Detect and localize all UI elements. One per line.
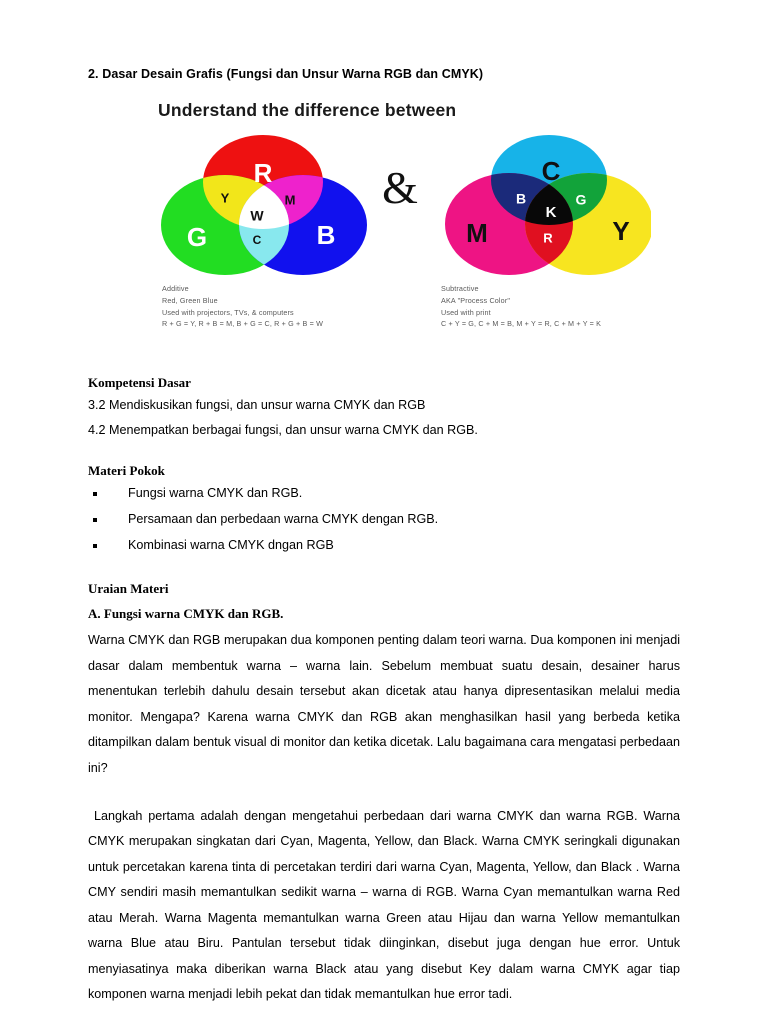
uraian-materi-section	[88, 580, 680, 1008]
subtractive-venn-diagram	[441, 127, 651, 279]
list-item: Fungsi warna CMYK dan RGB.	[88, 481, 680, 507]
venn-diagrams-row	[156, 127, 686, 279]
label-green: G	[575, 191, 587, 208]
materi-pokok-heading: Materi Pokok	[88, 463, 165, 479]
uraian-materi-paragraph-1: Warna CMYK dan RGB merupakan dua komponen penting dalam teori warna. Dua komponen ini menjadi dasar dalam membentuk warna – warna lain. Sebelum membuat suatu desain, desainer harus menentukan terlebih dahulu desain tersebut akan dicetak atau hanya dipresentasikan melalui media monitor. Mengapa? Karena warna CMYK dan RGB akan menghasilkan hasil yang berbeda ketika ditampilkan dalam bentuk visual di monitor dan ketika dicetak. Lalu bagaimana cara mengatasi perbedaan ini?	[88, 633, 680, 775]
list-item: Persamaan dan perbedaan warna CMYK dengan RGB.	[88, 507, 680, 533]
label-blue: B	[316, 220, 336, 251]
label-cyan: C	[541, 156, 561, 187]
additive-caption-line-4: R + G = Y, R + B = M, B + G = C, R + G + B = W	[162, 319, 324, 329]
kompetensi-dasar-item-1: 3.2 Mendiskusikan fungsi, dan unsur warna CMYK dan RGB	[88, 398, 426, 413]
color-model-figure	[156, 100, 686, 330]
additive-caption-line-3: Used with projectors, TVs, & computers	[162, 307, 294, 317]
label-yellow: Y	[220, 190, 230, 206]
label-magenta: M	[284, 192, 296, 208]
figure-title: Understand the difference between	[158, 100, 457, 121]
document-content	[88, 66, 680, 1008]
kompetensi-dasar-section	[88, 374, 680, 442]
label-red: R	[253, 158, 273, 189]
materi-pokok-list	[88, 481, 680, 558]
additive-caption-line-1: Additive	[162, 284, 189, 294]
label-white: W	[250, 207, 264, 224]
subtractive-caption-line-4: C + Y = G, C + M = B, M + Y = R, C + M + Y = K	[441, 319, 602, 329]
label-black: K	[545, 204, 557, 222]
uraian-materi-paragraph-2: Langkah pertama adalah dengan mengetahui perbedaan dari warna CMYK dan warna RGB. Warna CMYK merupakan singkatan dari Cyan, Magenta, Yellow, dan Black. Warna CMYK seringkali digunakan untuk percetakan karena tinta di percetakan terdiri dari warna Cyan, Magenta, Yellow, dan Black . Warna CMY sendiri masih memantulkan sedikit warna – warna di RGB. Warna Cyan memantulkan warna Red atau Merah. Warna Magenta memantulkan warna Green atau Hijau dan warna Yellow memantulkan warna Blue atau Biru. Pantulan tersebut tidak diinginkan, disebut juga dengan hue error. Untuk menyiasatinya maka diberikan warna Black atau yang disebut Key dalam warna CMYK agar tiap komponen warna menjadi lebih pekat dan tidak memantulkan hue error tadi.	[88, 808, 680, 1002]
additive-caption-line-2: Red, Green Blue	[162, 295, 218, 305]
label-cyan: C	[252, 233, 262, 248]
additive-caption	[162, 283, 323, 330]
label-green: G	[186, 222, 208, 253]
label-yellow: Y	[612, 216, 630, 247]
list-item: Kombinasi warna CMYK dngan RGB	[88, 533, 680, 559]
label-magenta: M	[466, 218, 488, 249]
materi-pokok-section	[88, 462, 680, 558]
subtractive-caption	[441, 283, 601, 330]
kompetensi-dasar-heading: Kompetensi Dasar	[88, 375, 191, 391]
label-blue: B	[515, 190, 527, 207]
kompetensi-dasar-item-2: 4.2 Menempatkan berbagai fungsi, dan unsur warna CMYK dan RGB.	[88, 422, 478, 437]
label-red: R	[543, 230, 553, 246]
subtractive-caption-line-1: Subtractive	[441, 284, 479, 294]
subtractive-venn-svg	[441, 127, 651, 279]
uraian-materi-subheading: A. Fungsi warna CMYK dan RGB.	[88, 606, 284, 622]
paragraph-spacer	[88, 782, 680, 804]
subtractive-caption-line-2: AKA "Process Color"	[441, 295, 511, 305]
subtractive-caption-line-3: Used with print	[441, 307, 491, 317]
uraian-materi-heading: Uraian Materi	[88, 581, 169, 597]
page-title: 2. Dasar Desain Grafis (Fungsi dan Unsur Warna RGB dan CMYK)	[88, 67, 484, 81]
additive-venn-diagram	[158, 127, 368, 279]
ampersand-symbol: &	[382, 162, 418, 214]
additive-venn-svg	[158, 127, 368, 279]
